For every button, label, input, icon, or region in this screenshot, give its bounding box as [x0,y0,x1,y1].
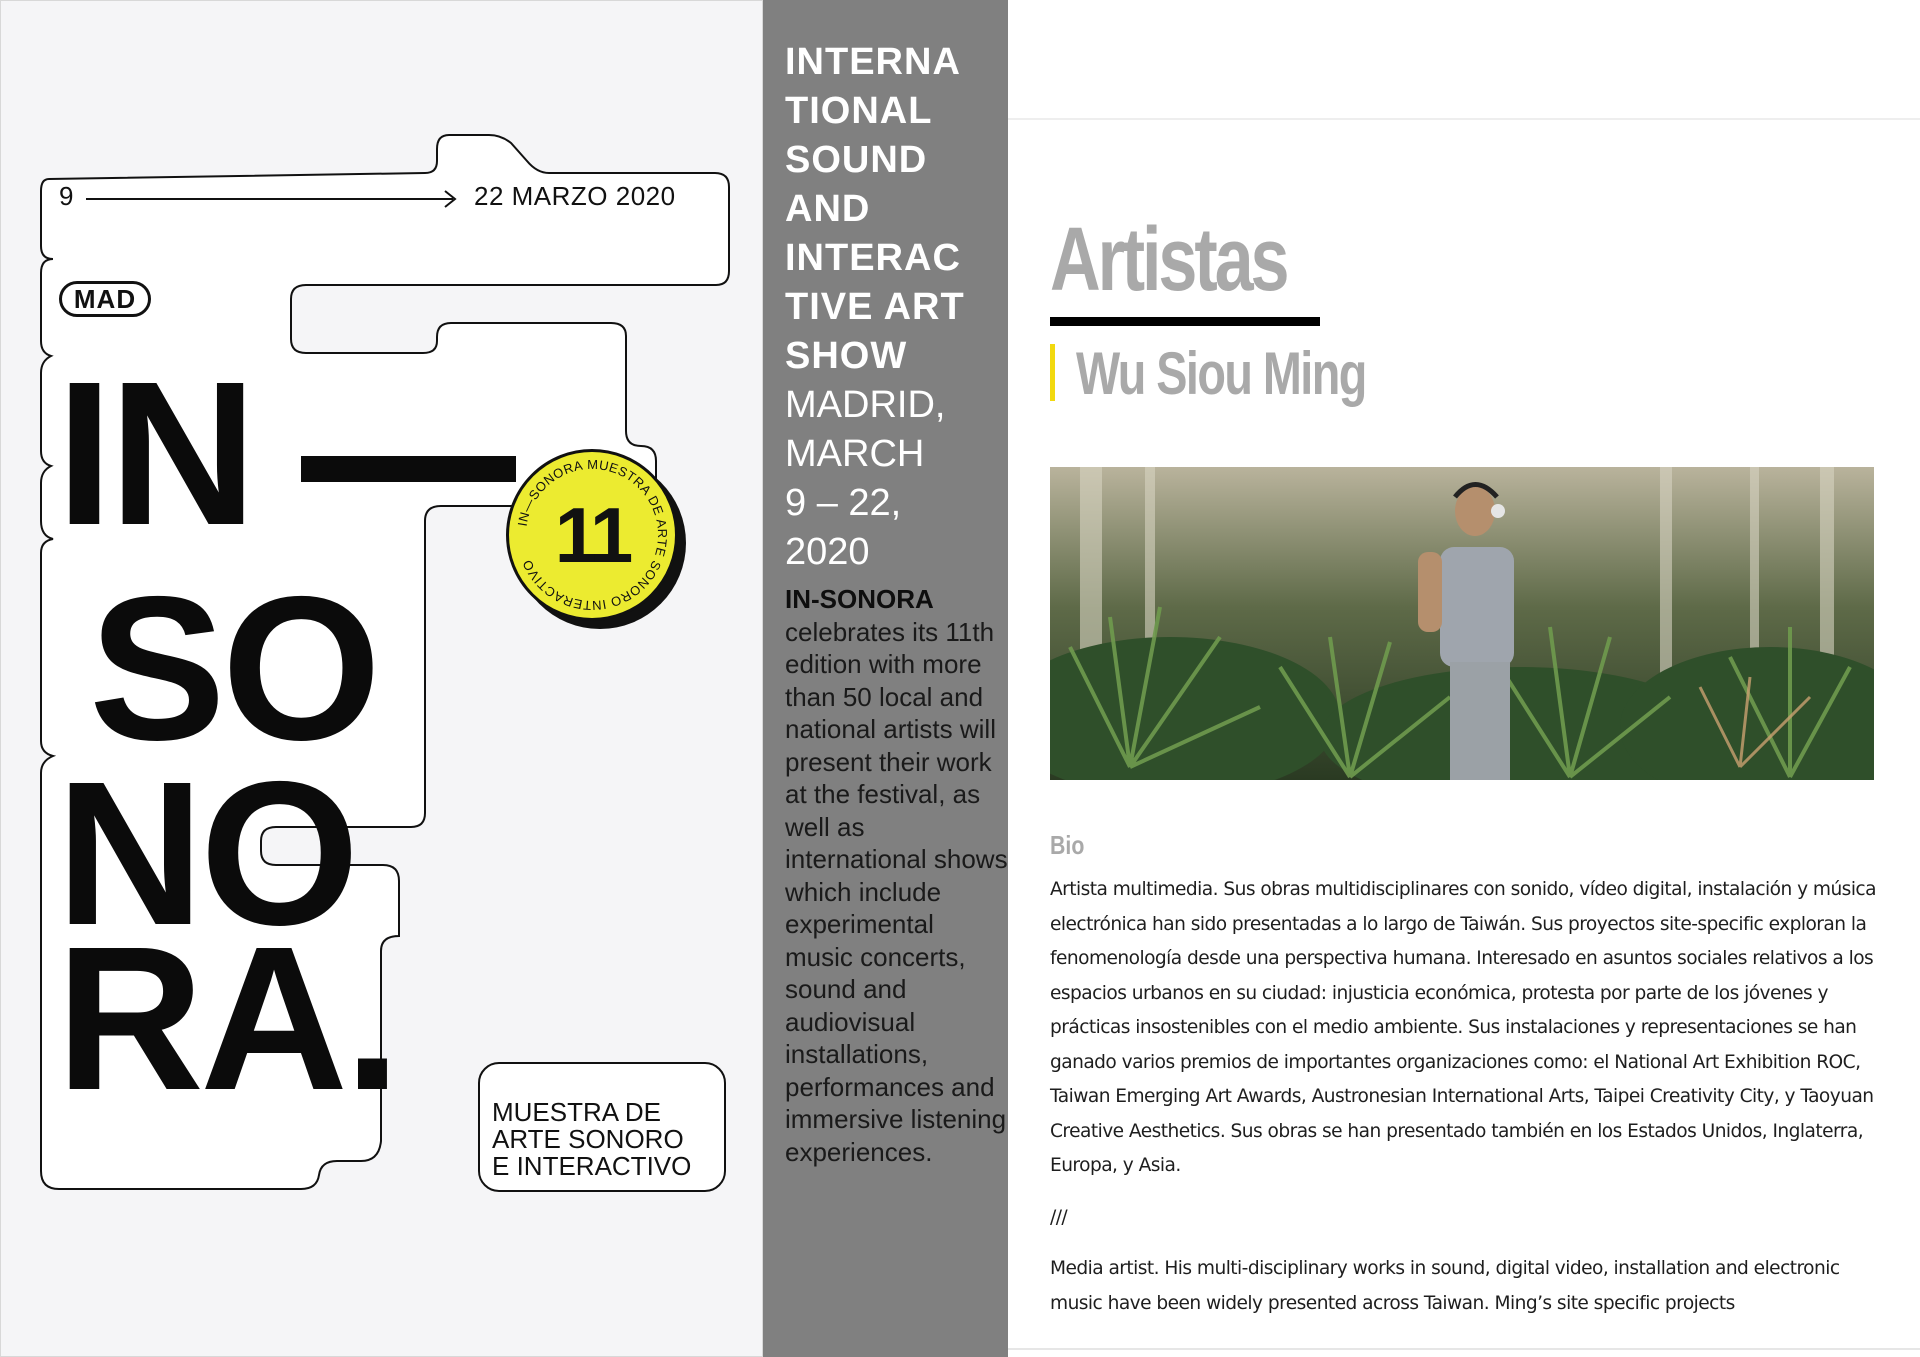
bio-separator: /// [1050,1206,1068,1228]
page-header [1008,0,1920,120]
poster-big-text-1: IN [56,339,253,568]
intro-body [785,583,1008,1168]
edition-number: 11 [554,491,630,579]
intro-column [763,0,1008,1357]
artist-photo [1050,467,1874,780]
artist-page [1008,0,1920,1357]
poster-dash [301,456,516,482]
artist-photo-illustration [1050,467,1874,780]
artist-name: Wu Siou Ming [1076,340,1366,407]
bio-label: Bio [1050,830,1085,860]
venue-badge: MAD [59,281,151,317]
poster-big-text-2: SO [89,554,378,783]
intro-body-text: celebrates its 11th edition with more than 50 local and national artists will present their work at the festival, as well as international shows which include experimental music concerts, sound and audiovisual installations, performances and immersive listening experiences. [785,616,1008,1167]
bio-english: Media artist. His multi-disciplinary works in sound, digital video, installation and electronic music have been widely presented across Taiwan. Ming’s site specific projects [1050,1258,1840,1314]
date-end: 22 MARZO 2020 [474,181,676,211]
svg-text:IN—SONORA MUESTRA DE ARTE SON: IN—SONORA MUESTRA DE ARTE SONORO INTERACTIVO [514,456,671,614]
poster-big-text-4: RA. [56,904,398,1133]
artist-name-accent [1050,344,1055,401]
intro-title: INTERNA TIONAL SOUND AND INTERAC TIVE ART SHOW [785,41,965,377]
poster-panel [0,0,763,1357]
poster-subtitle: MUESTRA DE ARTE SONORO E INTERACTIVO [492,1097,692,1181]
date-start: 9 [59,181,74,211]
bio-spanish: Artista multimedia. Sus obras multidisciplinares con sonido, vídeo digital, instalación y música electrónica han sido presentadas a lo largo de Taiwán. Sus proyectos site-specific exploran la fenomenología desde una perspectiva humana. Interesado en asuntos sociales relativos a los espacios urbanos en su ciudad: injusticia económica, protesta por parte de los jóvenes y prácticas insostenibles con el medio ambiente. Sus instalaciones y representaciones se han ganado varios premios de importantes organizaciones como: el National Art Exhibition ROC, Taiwan Emerging Art Awards, Austronesian International Arts, Taipei Creativity City, y Taoyuan Creative Aesthetics. Sus obras se han presentado también en los Estados Unidos, Inglaterra, Europa, y Asia. [1050,879,1876,1176]
title-underline [1050,317,1320,326]
bio-text [1050,873,1880,1338]
intro-brand: IN-SONORA [785,584,934,614]
page-title: Artistas [1050,210,1287,310]
poster-big-text-3: NO [56,739,356,968]
page-bottom-divider [1008,1348,1920,1350]
intro-city-date: MADRID, MARCH 9 – 22, 2020 [785,384,946,573]
edition-badge [506,449,678,621]
